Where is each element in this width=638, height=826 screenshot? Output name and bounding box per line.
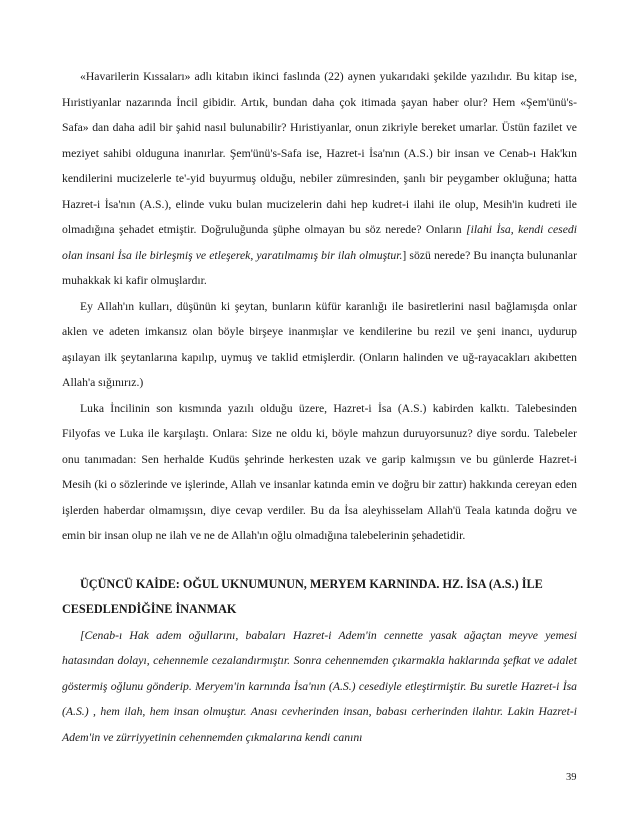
paragraph-2: Ey Allah'ın kulları, düşünün ki şeytan, bunların küfür karanlığı ile basiretlerini nasıl bağlamışda onlar aklen ve adeten imkansız olan böyle birşeye inanmışlar ve kendilerine bu rezil ve şeni inancı, uydurup aşılayan ilk şeytanlarına kapılıp, uymuş ve taklid etmişlerdir. (Onların halinden ve uğ-rayacakları akıbetten Allah'a sığınırız.) [62,299,577,389]
paragraph-1 [62,64,577,294]
section-heading: ÜÇÜNCÜ KAİDE: OĞUL UKNUMUNUN, MERYEM KARNINDA. HZ. İSA (A.S.) İLE CESEDLENDİĞİNE İNANMAK [62,576,543,616]
paragraph-1-text-a: «Havarilerin Kıssaları» adlı kitabın ikinci faslında (22) aynen yukarıdaki şekilde yazılıdır. Bu kitap ise, Hıristiyanlar nazarında İncil gibidir. Artık, bundan daha çok itimada şayan haber olur? Hem «Şem'ünü's-Safa» dan daha adil bir şahid nasıl bulunabilir? Hıristiyanlar, onun zikriyle bereket umarlar. Üstün fazilet ve meziyet sahibi olduguna inanırlar. Şem'ünü's-Safa ise, Hazret-i İsa'nın (A.S.) bir insan ve Cenab-ı Hak'kın kendilerini mucizelerle te'-yid buyurmuş olduğu, nebiler zümresinden, şanlı bir peygamber okluğuna; hatta Hazret-i İsa'nın (A.S.), elinde vuku bulan mucizelerin dahi hep kudret-i ilahi ile olup, Mesih'in kudreti ile olmadığına şehadet etmiştir. Doğruluğunda şüphe olmayan bu söz nerede? Onların [62,70,577,236]
paragraph-4: [Cenab-ı Hak adem oğullarını, babaları Hazret-i Adem'in cennette yasak ağaçtan meyve yemesi hatasından dolayı, cehennemle cezalandırmıştır. Sonra cehennemden çıkarmakla haklarında şefkat ve adalet göstermiş oğlunu gönderip. Meryem'in karnında İsa'nın (A.S.) cesediyle etleştirmiştir. Bu suretle Hazret-i İsa (A.S.) , hem ilah, hem insan olmuştur. Anası cevherinden insan, babası cerherinden ilahtır. Lakin Hazret-i Adem'in ve zürriyyetinin cehennemden çıkmalarına kendi canını [62,628,577,744]
paragraph-1-text-b: ] sözü nerede? Bu inançta bulunanlar muhakkak ki kafir olmuşlardır. [62,248,577,287]
page-body [62,64,577,750]
page-number: 39 [566,772,577,783]
paragraph-3: Luka İncilinin son kısmında yazılı olduğu üzere, Hazret-i İsa (A.S.) kabirden kalktı. Talebesinden Filyofas ve Luka ile karşılaştı. Onlara: Size ne oldu ki, böyle mahzun duruyorsunuz? diye sordu. Talebeler onu tanımadan: Sen herhalde Kudüs şehrinde herkesten uzak ve garip kalmışsın ve bu günlerde Hazret-i Mesih (ki o sözlerinde ve işlerinde, Allah ve insanlar katında emin ve doğru bir zattır) hakkında cereyan eden işlerden haberdar olmamışsın, diye cevap verdiler. Bu da İsa aleyhisselam Allah'ü Teala katında doğru ve emin bir insan olup ne ilah ve ne de Allah'ın oğlu olmadığına talebelerinin şehadetidir. [62,401,577,542]
paragraph-1-italic-quote: [ilahi İsa, kendi cesedi olan insani İsa ile birleşmiş ve etleşerek, yaratılmamış bir ilah olmuştur. [62,223,577,262]
